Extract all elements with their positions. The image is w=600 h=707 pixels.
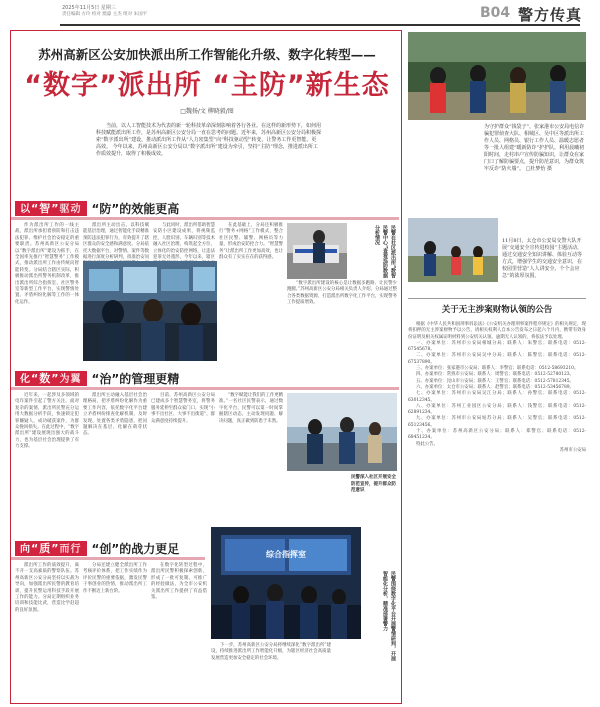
lead-text-2: 今年以来，苏州高新区公安分局以“数字派出所”建设为牵引，坚持“主防”理念，推进派出所工作质效提升，取得了积极成效。 <box>96 144 318 157</box>
sidebar-photo-1 <box>408 32 586 120</box>
section-1-bar <box>11 217 399 220</box>
page-number: B04 <box>480 5 511 21</box>
section-2-bar <box>11 387 399 390</box>
notice-para: 五、办案单位：昆山市公安局；联系人：王警官；联系电话：0512-57812345。 <box>416 378 574 384</box>
tag-quote: “数” <box>31 372 60 385</box>
sidebar-photo-2 <box>408 218 498 282</box>
article-title: “数字”派出所 “主防”新生态 <box>24 70 390 101</box>
sidebar-caption-1-sign: □杜梦怡 摄 <box>525 166 553 172</box>
tag-quote: “质” <box>31 542 60 555</box>
tag-quote: “智” <box>31 202 60 215</box>
photo-command-center <box>211 527 361 639</box>
article-supertitle: 苏州高新区公安加快派出所工作智能化升级、数字化转型—— <box>38 47 376 62</box>
caption-3: 民警围绕数字化平台开展警情研判，开展智能化分析，精准部署警力 <box>382 571 396 661</box>
sec3-col-4: 下一步，苏州高新区公安分局将继续深化“数字派出所”建设，持续推进派出所工作智能化升级，为辖区经济社会高质量发展营造更加安全稳定的社会环境。 <box>211 643 331 661</box>
section-2-title: “治”的管理更精 <box>91 372 180 386</box>
notice-para: 苏州市公安局 <box>559 447 586 453</box>
sec2-col-2: 派出所主动融入基层社会治理格局，把矛盾纠纷化解作为重要工作内容，依托数字化平台建立矛盾纠纷排查化解机制，及时发现、处置各类矛盾隐患，把问题解决在基层、化解在萌芽状态。 <box>83 393 147 437</box>
sec1-col-4: 在此基础上，分局还积极推行“警务+网格”工作模式，整合社区民警、辅警、网格员等力量，形成治安防控合力。“智慧警务”让派出所工作更加高效，也让群众有了实实在在的获得感。 <box>219 223 283 261</box>
notice-body <box>408 322 586 694</box>
sec2-col-3: 目前，苏州高新区公安分局已建成多个智慧警务室，将警务服务延伸至群众家门口，实现“小事不出社区、大事不出街道”，群众满意度持续提升。 <box>151 393 215 424</box>
caption-2: 民警深入社区开展安全防范宣传，提升群众防范意识 <box>351 475 396 493</box>
photo-officers-screens <box>83 261 217 361</box>
section-3-tag <box>15 541 87 556</box>
notice-para: 二、办案单位：苏州市公安局吴中分局；联系人：陈警官；联系电话：0512-67537890。 <box>408 353 586 365</box>
sec1-col-3: 与此同时，派出所借助智慧安防小区建设成果，将视频监控、人脸识别、车辆识别等技术融入社区治理，构筑起全方位、立体化的治安防控网络，让违法犯罪无处遁形。今年以来，辖区 <box>153 223 215 261</box>
section-1-title: “防”的效能更高 <box>91 202 180 216</box>
notice-title: 关于无主涉案财物认领的公告 <box>441 305 553 315</box>
tag-pre: 向 <box>20 544 31 555</box>
sec3-col-1: 派出所工作的质效提升，离不开一支高素质的警察队伍。苏州高新区公安分局坚持以实战为导向，加强派出所民警的教育培训，提升民警运用科技手段开展工作的能力。分局定期组织业务培训和技能比武，营造比学赶超的良好氛围。 <box>15 563 79 613</box>
sec1-col-1: 作为派出所工作的一线主战，派出所承担着预防和打击违法犯罪、维护社会治安稳定的重要职责。苏州高新区公安分局以“数字派出所”建设为抓手，在全国率先推行“智慧警务”工作模式，推动派出所工作由传统向智能转变。分局结合辖区实际，积极推动派出所警务机制改革，推出派出所综合指挥室、社区警务室等新型工作平台，实现警情处置、矛盾纠纷化解等工作的一体化运作。 <box>15 223 79 305</box>
photo-scene-4 <box>211 527 361 639</box>
section-2-tag <box>15 371 87 386</box>
section-1-heading <box>15 201 179 216</box>
notice-para: 七、办案单位：苏州市公安局吴江分局；联系人：孙警官；联系电话：0512-63012345。 <box>408 391 586 403</box>
sec1-col-2: 派出所主动出击，以科技赋能基层治理，通过智能化手段精准预防违法犯罪行为，有效提升了辖区群众的安全感和满意度。分局依托大数据平台，对警情、案件等数据进行深度分析研判，找准治安问 <box>83 223 149 261</box>
tag-pre: 以 <box>20 204 31 215</box>
sidebar-caption-1-text: 为守护群众“钱袋子”，张家港市公安局电信诈骗犯罪侦查大队、相城区、吴中区等派出所工作人员、网格员、银行工作人员、温暖志愿者等一批人组建“暖新防诈”护护队，利用晨曦初阳时间，走村串户宣传防骗知识，让群众在家门口了解防骗要点，提升防范意识，为群众筑牢反诈“防火墙”。 <box>484 124 585 172</box>
photo-scene-2 <box>287 223 347 279</box>
sec1-col-5: “数字派出所建设的核心是让数据多跑路、让民警少跑腿。”苏州高新区公安分局相关负责人介绍，分局通过整合各类数据资源，打造派出所数字化工作平台，实现警务工作提质增效。 <box>287 281 397 306</box>
section-1-tag <box>15 201 87 216</box>
notice-para: 八、办案单位：苏州工业园区公安分局；联系人：钱警官；联系电话：0512-62891234。 <box>408 403 586 416</box>
editor-credits: 责任编辑 方玲 校对 澳濠 主杰 组对 朱国平 <box>62 12 148 17</box>
sidebar-photo-1-scene <box>408 32 586 120</box>
sec3-col-2: 分局还建立健全派出所工作考核评价体系，把工作实绩作为评价民警的重要依据，激发民警干事创业的热情，推动派出所工作不断迈上新台阶。 <box>83 563 147 594</box>
lead-text: 当前，以人工智能技术为代表的新一轮科技革命深刻影响着各行各业。在这样的新形势下，如何用科技赋能派出所工作，是苏州高新区公安分局一直在思考的问题。近年来，苏州高新区公安分局积极探索“数字派出所”建设，推动派出所工作从“人力密集型”向“科技驱动型”转变，让警务工作更智能、更高效。 <box>96 123 322 150</box>
notice-para: 九、办案单位：苏州市公安局姑苏分局；联系人：吴警官；联系电话：0512-65123456。 <box>408 416 586 428</box>
article-byline: □魏扬/文 柳晓毅/图 <box>180 108 234 115</box>
notice-para: 六、办案单位：太仓市公安局；联系人：赵警官；联系电话：0512-53456789。 <box>416 384 574 390</box>
section-3-title: “创”的战力更足 <box>91 542 180 556</box>
sec2-col-1: 近年来，一起涉及多领域的电诈案件引起了警方关注。面对复杂的案情，派出所民警充分运用大数据分析手段，快速锁定犯罪嫌疑人，成功破获案件，为群众挽回损失。在此过程中，“数字派出所”建设展现出强大的战斗力，也为基层社会治理提供了有力支撑。 <box>15 393 79 450</box>
sidebar-caption-1 <box>484 124 586 173</box>
section-3-heading <box>15 541 179 556</box>
photo-police-car <box>287 223 347 279</box>
section-name: 警方传真 <box>518 6 583 24</box>
notice-para: 一、办案单位：苏州市公安局相城分局；联系人：朱警官；联系电话：0512-67545678。 <box>408 340 586 353</box>
tag-post: 而行 <box>59 544 82 555</box>
photo-scene <box>83 261 217 361</box>
sec3-col-3: 在数字化转型过程中，派出所民警积极探索创新，形成了一批可复制、可推广的经验做法，为全市公安机关派出所工作提供了有益借鉴。 <box>151 563 207 601</box>
caption-1: 民警在社区派出所“数智民警中心”查看巡防数据分析情况 <box>374 225 396 279</box>
header-rule <box>60 24 580 26</box>
main-article <box>10 30 402 704</box>
page-header <box>0 0 600 26</box>
photo-scene-3 <box>287 393 397 471</box>
sidebar-caption-2: 11月8日，太仓市公安局交警大队开展“交通安全宣传进校园”主题活动，通过交通安全知识讲解、体验互动等方式，增强学生的交通安全意识，在校园里营造“人人讲安全、个个会应急”的浓厚氛围。 <box>502 238 583 279</box>
tag-post: 驱动 <box>59 204 82 215</box>
sidebar-photo-2-scene <box>408 218 498 282</box>
section-3-bar <box>11 557 205 560</box>
notice-para: 特此公告。 <box>416 441 438 447</box>
photo-community-patrol <box>287 393 397 471</box>
issue-date: 2025年11月5日 星期三 <box>62 5 116 11</box>
tag-pre: 化 <box>20 374 31 385</box>
notice-para: 三、办案单位：张家港市公安局；联系人：李警官；联系电话：0512-58693210。 <box>416 366 579 372</box>
notice-para: 根据《中华人民共和国刑事诉讼法》《公安机关办理刑事案件程序规定》的相关规定，现将扣押的无主涉案财物予以公告，请相关权利人自本公告发布之日起六个月内，携带有效身份证明及相关权属证明材料到公安机关认领。逾期无人认领的，将依法予以处理。 <box>408 322 586 340</box>
photo-sign: 综合指挥室 <box>266 550 306 559</box>
article-lead <box>96 123 321 158</box>
notice-para: 十、办案单位：苏州高新区公安分局；联系人：郑警官；联系电话：0512-68451234。 <box>408 429 586 441</box>
sec2-col-4: “数字赋能让我们的工作更精准。”一名社区民警表示，通过数字化平台，民警可以第一时间掌握辖区动态，主动发现问题、解决问题，真正做到防患于未然。 <box>219 393 283 424</box>
section-2-heading <box>15 371 179 386</box>
sidebar-rule <box>408 298 586 299</box>
tag-post: 为翼 <box>59 374 82 385</box>
notice-para: 四、办案单位：常熟市公安局；联系人：周警官；联系电话：0512-52780123。 <box>416 372 574 378</box>
